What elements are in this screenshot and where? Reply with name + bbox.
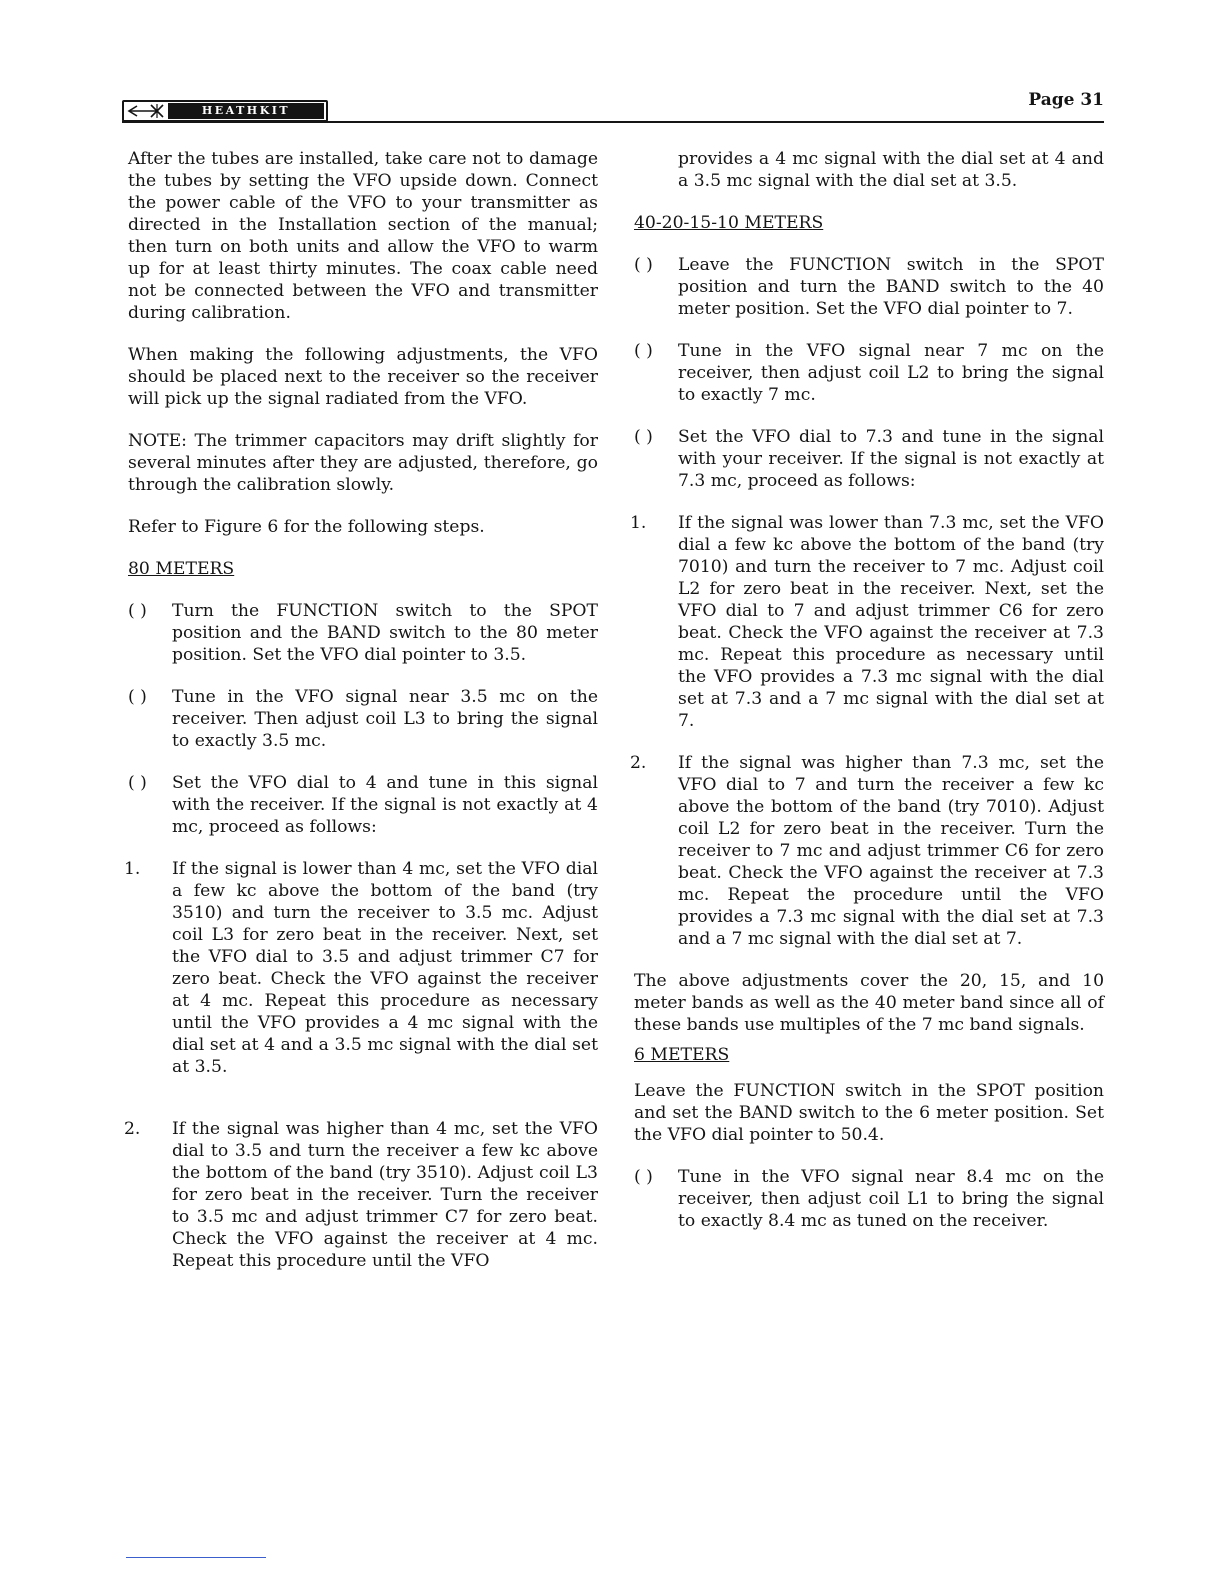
footer-rule [126, 1557, 266, 1558]
item-number: 1. [124, 859, 141, 879]
note-paragraph: NOTE: The trimmer capacitors may drift slightly for several minutes after they are adjusted, therefore, go through the calibration slowly. [128, 431, 598, 495]
heading-40-20-15-10-meters: 40-20-15-10 METERS [634, 213, 824, 233]
figure-reference: Refer to Figure 6 for the following steps. [128, 517, 485, 537]
checkbox-mark[interactable]: ( ) [634, 255, 653, 275]
page-number: Page 31 [1028, 90, 1104, 110]
heading-80-meters: 80 METERS [128, 559, 235, 579]
step-text: Set the VFO dial to 7.3 and tune in the signal with your receiver. If the signal is not exactly at 7.3 mc, proceed as follows: [678, 427, 1104, 491]
numbered-item [124, 858, 598, 1078]
checkbox-mark[interactable]: ( ) [128, 773, 147, 793]
checklist-step [634, 340, 1104, 406]
step-text: Set the VFO dial to 4 and tune in this signal with the receiver. If the signal is not exactly at 4 mc, proceed as follows: [172, 773, 598, 837]
checklist-step [634, 1166, 1104, 1232]
checklist-step [128, 686, 598, 752]
step-text: Leave the FUNCTION switch in the SPOT position and turn the BAND switch to the 40 meter position. Set the VFO dial pointer to 7. [678, 255, 1104, 319]
checkbox-mark[interactable]: ( ) [128, 601, 147, 621]
item-text: If the signal was higher than 7.3 mc, set the VFO dial to 7 and turn the receiver a few kc above the bottom of the band (try 7010). Adjust coil L2 for zero beat in the receiver. Turn the receiver to 7 mc and adjust trimmer C6 for zero beat. Check the VFO against the receiver at 7.3 mc. Repeat the procedure until the VFO provides a 7.3 mc signal with the dial set at 7.3 and a 7 mc signal with the dial set at 7. [678, 753, 1104, 949]
right-column [630, 148, 1104, 1252]
numbered-item [630, 752, 1104, 950]
left-column [124, 148, 598, 1292]
checkbox-mark[interactable]: ( ) [634, 427, 653, 447]
step-text: Tune in the VFO signal near 8.4 mc on the receiver, then adjust coil L1 to bring the signal to exactly 8.4 mc as tuned on the receiver. [678, 1167, 1104, 1231]
item-number: 2. [124, 1119, 141, 1139]
checkbox-mark[interactable]: ( ) [634, 1167, 653, 1187]
step-text: Tune in the VFO signal near 3.5 mc on the receiver. Then adjust coil L3 to bring the signal to exactly 3.5 mc. [172, 687, 598, 751]
checklist-step [634, 254, 1104, 320]
heathkit-arrow-icon [127, 103, 167, 119]
header-rule [122, 121, 1104, 123]
numbered-item [630, 512, 1104, 732]
item-number: 2. [630, 753, 647, 773]
step-text: Turn the FUNCTION switch to the SPOT position and the BAND switch to the 80 meter position. Set the VFO dial pointer to 3.5. [172, 601, 598, 665]
checkbox-mark[interactable]: ( ) [128, 687, 147, 707]
item-text: If the signal was higher than 4 mc, set the VFO dial to 3.5 and turn the receiver a few kc above the bottom of the band (try 3510). Adjust coil L3 for zero beat in the receiver. Turn the receiver to 3.5 mc and adjust trimmer C7 for zero beat. Check the VFO against the receiver at 4 mc. Repeat this procedure until the VFO [172, 1119, 598, 1271]
page-header [122, 88, 1104, 128]
item-text: If the signal is lower than 4 mc, set the VFO dial a few kc above the bottom of the band (try 3510) and turn the receiver to 3.5 mc. Adjust coil L3 for zero beat in the receiver. Next, set the VFO dial to 3.5 and adjust trimmer C7 for zero beat. Check the VFO against the receiver at 4 mc. Repeat this procedure as necessary until the VFO provides a 4 mc signal with the dial set at 4 and a 3.5 mc signal with the dial set at 3.5. [172, 859, 598, 1077]
six-meter-paragraph: Leave the FUNCTION switch in the SPOT position and set the BAND switch to the 6 meter position. Set the VFO dial pointer to 50.4. [634, 1081, 1104, 1145]
step-text: Tune in the VFO signal near 7 mc on the receiver, then adjust coil L2 to bring the signal to exactly 7 mc. [678, 341, 1104, 405]
bands-summary-paragraph: The above adjustments cover the 20, 15, and 10 meter bands as well as the 40 meter band since all of these bands use multiples of the 7 mc band signals. [634, 971, 1104, 1035]
intro-paragraph: After the tubes are installed, take care not to damage the tubes by setting the VFO upside down. Connect the power cable of the VFO to your transmitter as directed in the Installation section of the manual; then turn on both units and allow the VFO to warm up for at least thirty minutes. The coax cable need not be connected between the VFO and transmitter during calibration. [128, 149, 598, 323]
numbered-item [124, 1118, 598, 1272]
checklist-step [128, 600, 598, 666]
continued-text: provides a 4 mc signal with the dial set at 4 and a 3.5 mc signal with the dial set at 3.5. [678, 149, 1104, 191]
checklist-step [128, 772, 598, 838]
checkbox-mark[interactable]: ( ) [634, 341, 653, 361]
item-number: 1. [630, 513, 647, 533]
heading-6-meters: 6 METERS [634, 1045, 730, 1065]
logo-wordmark: HEATHKIT [168, 103, 324, 119]
checklist-step [634, 426, 1104, 492]
placement-paragraph: When making the following adjustments, the VFO should be placed next to the receiver so the receiver will pick up the signal radiated from the VFO. [128, 345, 598, 409]
heathkit-logo [122, 100, 328, 122]
item-text: If the signal was lower than 7.3 mc, set the VFO dial a few kc above the bottom of the band (try 7010) and turn the receiver to 7 mc. Adjust coil L2 for zero beat in the receiver. Next, set the VFO dial to 7 and adjust trimmer C6 for zero beat. Check the VFO against the receiver at 7.3 mc. Repeat this procedure as necessary until the VFO provides a 7.3 mc signal with the dial set at 7.3 and a 7 mc signal with the dial set at 7. [678, 513, 1104, 731]
